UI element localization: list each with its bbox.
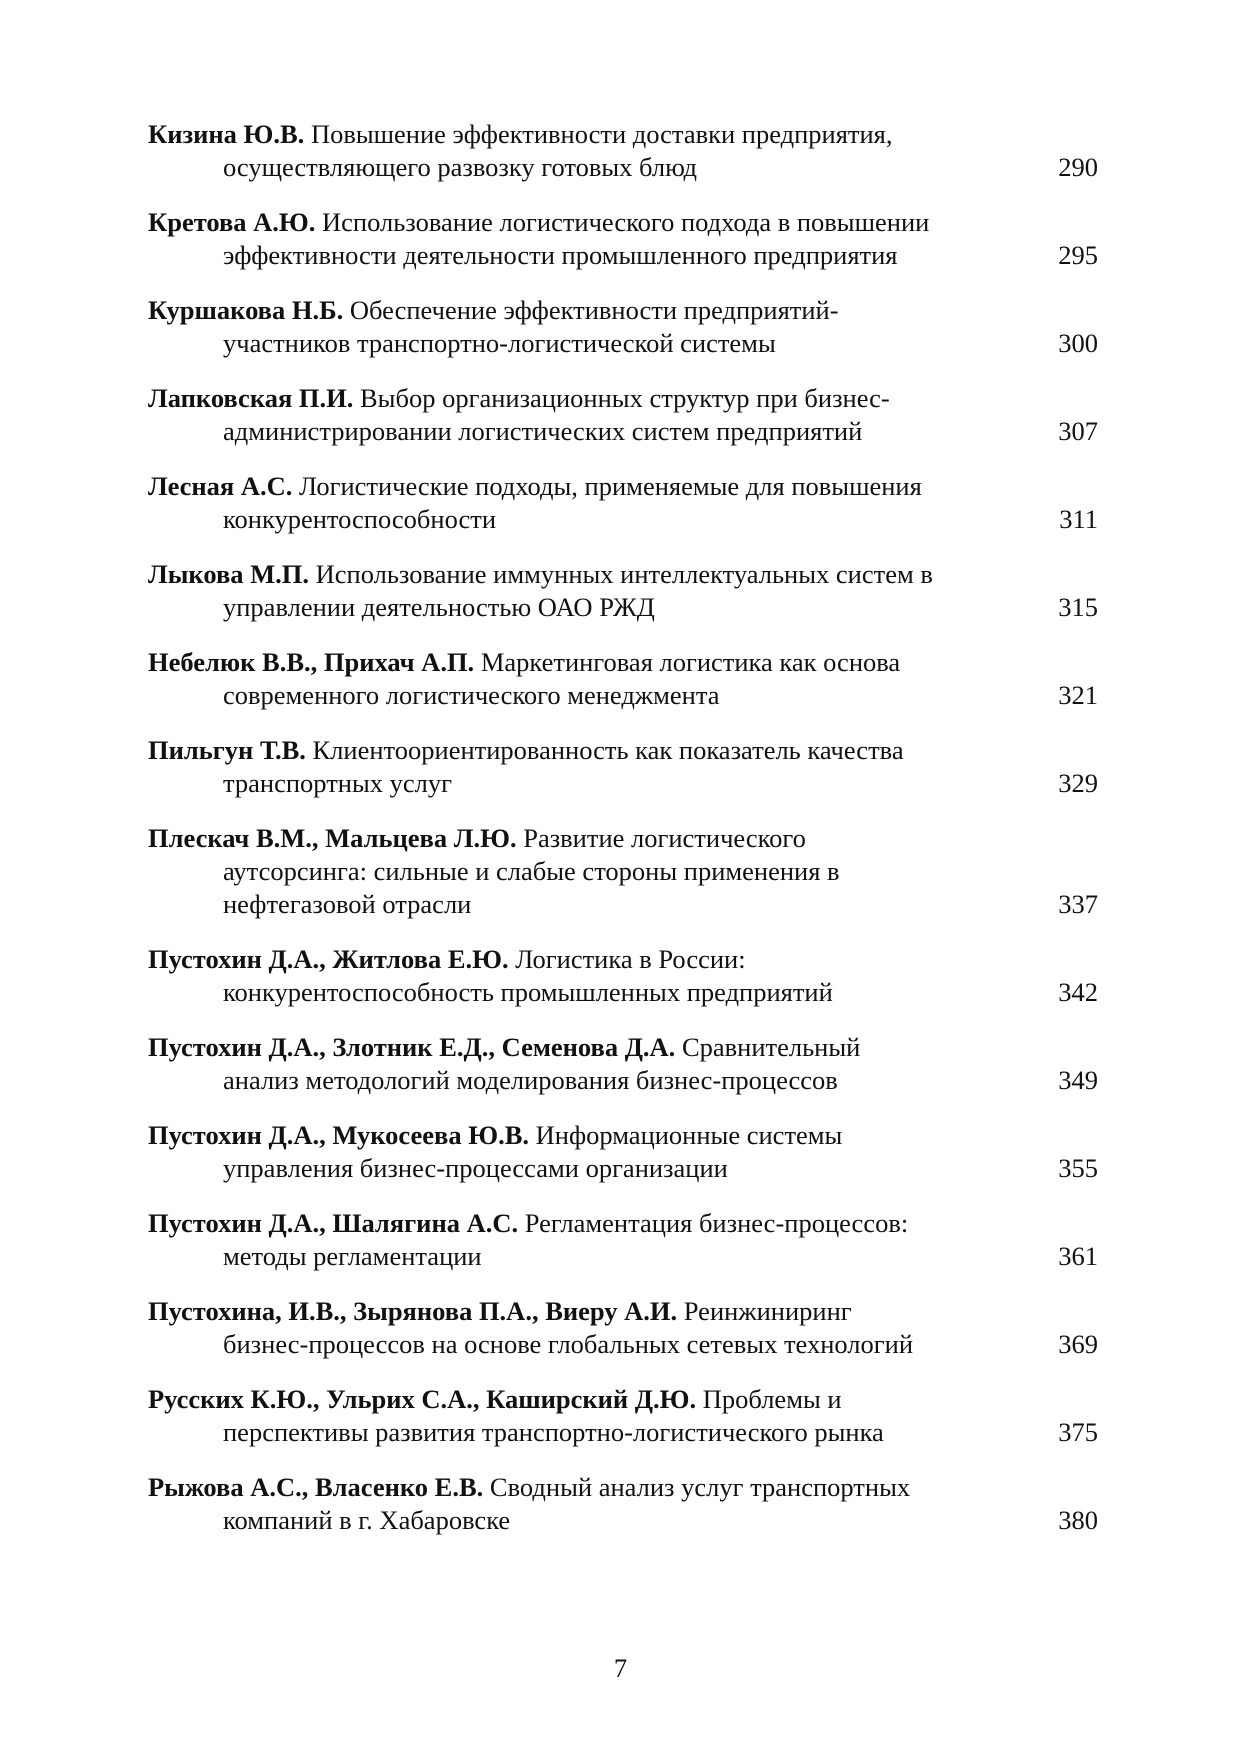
toc-entry	[148, 734, 1098, 800]
toc-entry-first-line	[148, 382, 1098, 415]
toc-entry-page-number: 337	[1058, 889, 1098, 919]
toc-entry-continuation-line	[148, 767, 1098, 800]
toc-entry-page-number: 342	[1058, 977, 1098, 1007]
toc-entry-first-line	[148, 558, 1098, 591]
toc-entry	[148, 646, 1098, 712]
toc-entry-title: бизнес-процессов на основе глобальных сетевых технологий	[223, 1329, 913, 1359]
toc-entry-continuation-line	[148, 855, 1098, 888]
toc-entry-authors: Кизина Ю.В.	[148, 119, 305, 149]
toc-entry-authors: Плескач В.М., Мальцева Л.Ю.	[148, 823, 517, 853]
toc-entry-title: управлении деятельностью ОАО РЖД	[223, 592, 655, 622]
toc-entry-title: Использование иммунных интеллектуальных систем в	[315, 559, 933, 589]
toc-entry-page-number: 355	[1058, 1153, 1098, 1183]
toc-entry-title: Проблемы и	[702, 1384, 842, 1414]
toc-entry-title: Выбор организационных структур при бизнес-	[360, 383, 890, 413]
toc-entry-continuation-line	[148, 1504, 1098, 1537]
toc-entry-title: Обеспечение эффективности предприятий-	[349, 295, 839, 325]
toc-entry	[148, 1031, 1098, 1097]
toc-entry-title: Клиентоориентированность как показатель качества	[312, 735, 904, 765]
toc-entry	[148, 118, 1098, 184]
toc-entry-page-number: 380	[1058, 1505, 1098, 1535]
toc-entry-title: анализ методологий моделирования бизнес-процессов	[223, 1065, 838, 1095]
page-number: 7	[613, 1653, 628, 1683]
toc-entry-authors: Пильгун Т.В.	[148, 735, 306, 765]
toc-entry-title: конкурентоспособность промышленных предприятий	[223, 977, 833, 1007]
toc-entry-first-line	[148, 1031, 1098, 1064]
toc-entry-title: методы регламентации	[223, 1241, 482, 1271]
toc-entry-authors: Пустохин Д.А., Шалягина А.С.	[148, 1208, 519, 1238]
toc-entry-continuation-line	[148, 415, 1098, 448]
toc-entry	[148, 822, 1098, 921]
toc-entry-continuation-line	[148, 503, 1098, 536]
toc-entry	[148, 1295, 1098, 1361]
toc-entry-page-number: 321	[1058, 680, 1098, 710]
toc-entry-continuation-line	[148, 591, 1098, 624]
toc-entry	[148, 1207, 1098, 1273]
toc-entry-title: Маркетинговая логистика как основа	[480, 647, 901, 677]
toc-entry-continuation-line	[148, 1152, 1098, 1185]
toc-entry-title: администрировании логистических систем предприятий	[223, 416, 863, 446]
table-of-contents	[148, 118, 1098, 1559]
toc-entry-continuation-line	[148, 976, 1098, 1009]
toc-entry-title: Сводный анализ услуг транспортных	[489, 1472, 911, 1502]
toc-entry-page-number: 311	[1059, 504, 1098, 534]
toc-entry-continuation-line	[148, 151, 1098, 184]
toc-entry-first-line	[148, 1207, 1098, 1240]
toc-entry-authors: Пустохина, И.В., Зырянова П.А., Виеру А.И.	[148, 1296, 678, 1326]
toc-entry-title: аутсорсинга: сильные и слабые стороны применения в	[223, 856, 840, 886]
toc-entry-first-line	[148, 1471, 1098, 1504]
toc-entry-continuation-line	[148, 1416, 1098, 1449]
toc-entry-authors: Лапковская П.И.	[148, 383, 354, 413]
toc-entry-title: нефтегазовой отрасли	[223, 889, 472, 919]
toc-entry-page-number: 329	[1058, 768, 1098, 798]
toc-entry-title: участников транспортно-логистической системы	[223, 328, 776, 358]
toc-entry-title: Сравнительный	[681, 1032, 861, 1062]
toc-entry-title: Логистические подходы, применяемые для повышения	[299, 471, 922, 501]
toc-entry-first-line	[148, 118, 1098, 151]
toc-entry-page-number: 349	[1058, 1065, 1098, 1095]
toc-entry-first-line	[148, 1119, 1098, 1152]
toc-entry-authors: Пустохин Д.А., Мукосеева Ю.В.	[148, 1120, 529, 1150]
toc-entry-first-line	[148, 822, 1098, 855]
toc-entry-title: Информационные системы	[535, 1120, 843, 1150]
toc-entry-title: Использование логистического подхода в повышении	[322, 207, 930, 237]
toc-entry-authors: Рыжова А.С., Власенко Е.В.	[148, 1472, 484, 1502]
toc-entry-authors: Пустохин Д.А., Житлова Е.Ю.	[148, 944, 509, 974]
toc-entry-continuation-line	[148, 1328, 1098, 1361]
toc-entry-continuation-line	[148, 1064, 1098, 1097]
toc-entry	[148, 382, 1098, 448]
toc-entry	[148, 470, 1098, 536]
toc-entry-continuation-line	[148, 679, 1098, 712]
toc-entry-title: перспективы развития транспортно-логистического рынка	[223, 1417, 884, 1447]
toc-entry-first-line	[148, 943, 1098, 976]
toc-entry-authors: Небелюк В.В., Прихач А.П.	[148, 647, 475, 677]
toc-entry-first-line	[148, 734, 1098, 767]
toc-entry-page-number: 369	[1058, 1329, 1098, 1359]
toc-entry	[148, 294, 1098, 360]
toc-entry-page-number: 295	[1058, 240, 1098, 270]
toc-entry-title: Повышение эффективности доставки предприятия,	[310, 119, 893, 149]
toc-entry-title: управления бизнес-процессами организации	[223, 1153, 728, 1183]
toc-entry-page-number: 300	[1058, 328, 1098, 358]
toc-entry	[148, 943, 1098, 1009]
toc-entry-title: Развитие логистического	[523, 823, 806, 853]
toc-entry	[148, 206, 1098, 272]
toc-entry-first-line	[148, 206, 1098, 239]
toc-entry-title: транспортных услуг	[223, 768, 452, 798]
toc-entry-authors: Куршакова Н.Б.	[148, 295, 344, 325]
toc-entry	[148, 1119, 1098, 1185]
toc-entry-authors: Пустохин Д.А., Злотник Е.Д., Семенова Д.А.	[148, 1032, 676, 1062]
toc-entry-first-line	[148, 294, 1098, 327]
toc-entry-authors: Кретова А.Ю.	[148, 207, 316, 237]
toc-entry-page-number: 375	[1058, 1417, 1098, 1447]
toc-entry-page-number: 290	[1058, 152, 1098, 182]
toc-entry-authors: Лесная А.С.	[148, 471, 293, 501]
toc-entry	[148, 1383, 1098, 1449]
toc-entry-continuation-line	[148, 239, 1098, 272]
toc-entry-continuation-line	[148, 1240, 1098, 1273]
toc-entry-page-number: 307	[1058, 416, 1098, 446]
toc-entry-first-line	[148, 470, 1098, 503]
toc-entry-title: компаний в г. Хабаровске	[223, 1505, 511, 1535]
toc-entry-title: Реинжиниринг	[683, 1296, 852, 1326]
toc-entry-title: современного логистического менеджмента	[223, 680, 720, 710]
toc-entry-title: осуществляющего развозку готовых блюд	[223, 152, 698, 182]
toc-entry-continuation-line	[148, 327, 1098, 360]
toc-entry-title: эффективности деятельности промышленного предприятия	[223, 240, 898, 270]
toc-entry-title: Логистика в России:	[515, 944, 746, 974]
toc-entry-continuation-line	[148, 888, 1098, 921]
toc-entry-first-line	[148, 1295, 1098, 1328]
toc-entry	[148, 1471, 1098, 1537]
toc-entry-title: конкурентоспособности	[223, 504, 497, 534]
toc-entry-authors: Лыкова М.П.	[148, 559, 310, 589]
toc-entry-first-line	[148, 646, 1098, 679]
toc-entry-authors: Русских К.Ю., Ульрих С.А., Каширский Д.Ю.	[148, 1384, 697, 1414]
toc-entry-title: Регламентация бизнес-процессов:	[524, 1208, 909, 1238]
toc-entry-page-number: 315	[1058, 592, 1098, 622]
toc-entry	[148, 558, 1098, 624]
toc-entry-page-number: 361	[1058, 1241, 1098, 1271]
toc-entry-first-line	[148, 1383, 1098, 1416]
